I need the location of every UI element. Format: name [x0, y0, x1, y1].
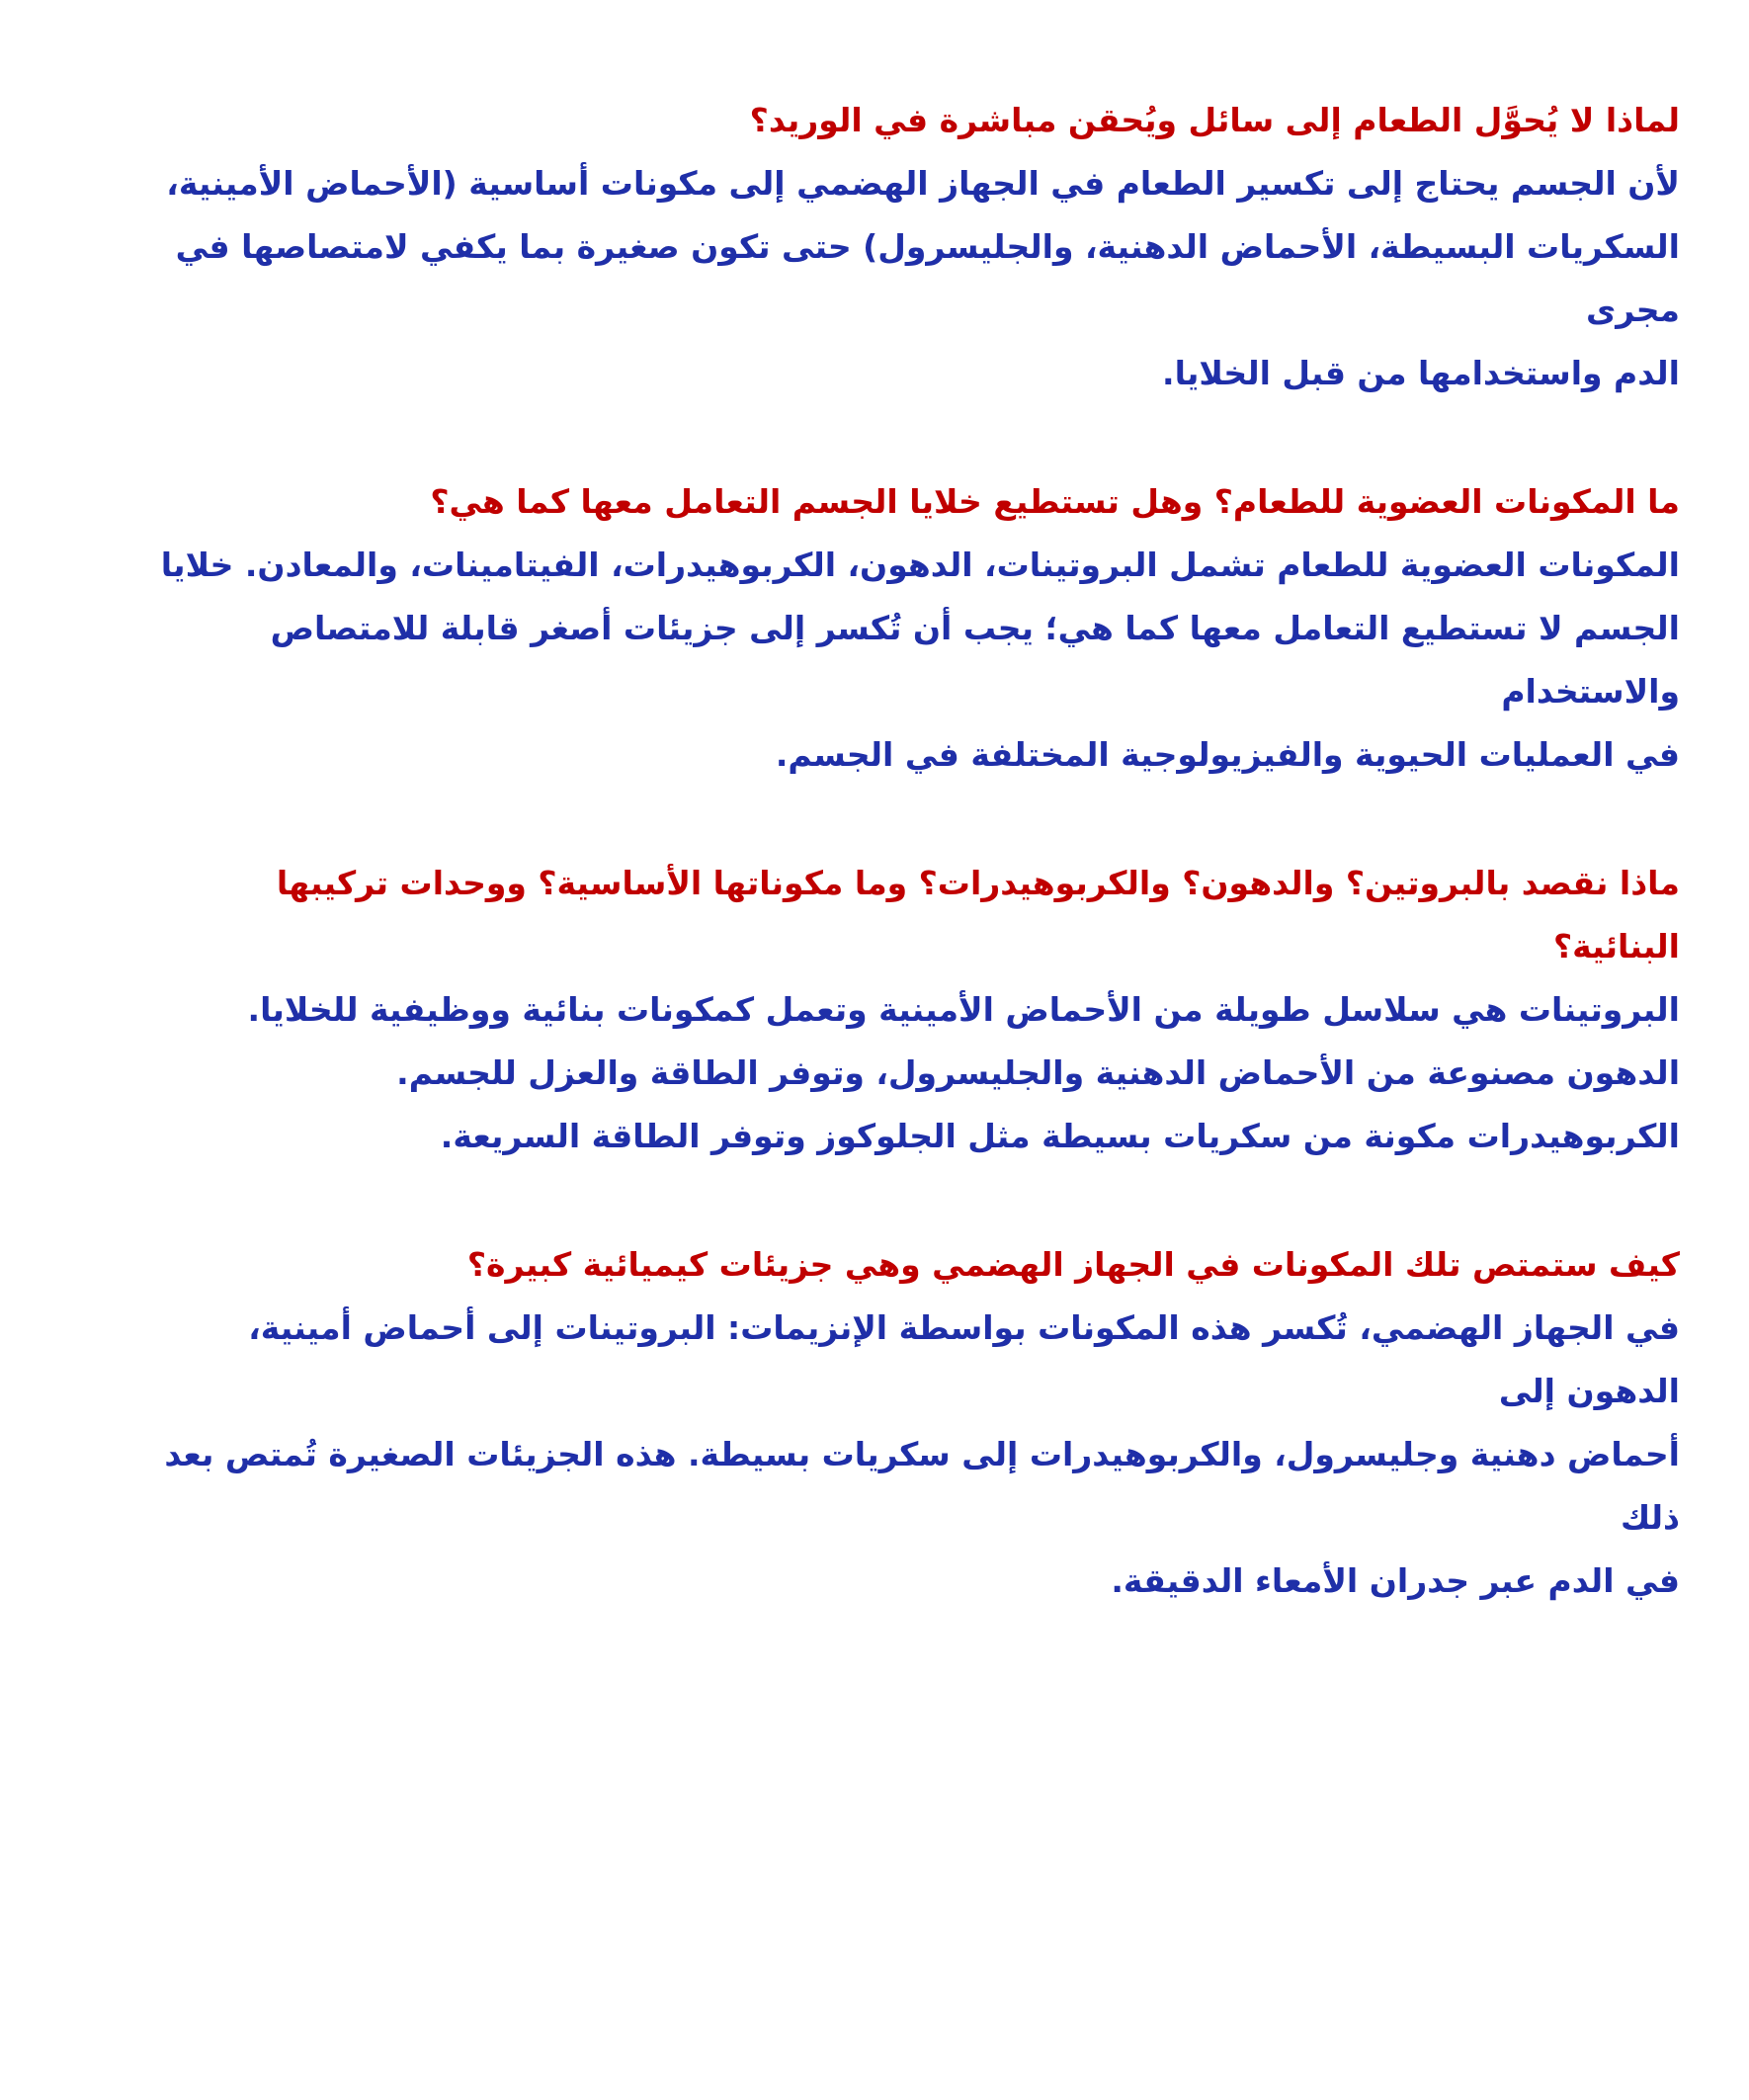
answer-4-line-3: في الدم عبر جدران الأمعاء الدقيقة.	[1111, 1561, 1680, 1600]
answer-3-line-3: الكربوهيدرات مكونة من سكريات بسيطة مثل الجلوكوز وتوفر الطاقة السريعة.	[440, 1117, 1680, 1155]
qa-block-4	[158, 1233, 1680, 1613]
qa-block-3	[158, 852, 1680, 1168]
question-4: كيف ستمتص تلك المكونات في الجهاز الهضمي وهي جزيئات كيميائية كبيرة؟	[466, 1245, 1680, 1284]
question-2: ما المكونات العضوية للطعام؟ وهل تستطيع خلايا الجسم التعامل معها كما هي؟	[430, 482, 1680, 521]
qa-block-2	[158, 470, 1680, 787]
answer-2-line-1: المكونات العضوية للطعام تشمل البروتينات، الدهون، الكربوهيدرات، الفيتامينات، والمعادن. خلايا	[160, 546, 1680, 584]
question-3: ماذا نقصد بالبروتين؟ والدهون؟ والكربوهيدرات؟ وما مكوناتها الأساسية؟ ووحدات تركيبها البنائية؟	[276, 864, 1680, 966]
answer-4-line-2: أحماض دهنية وجليسرول، والكربوهيدرات إلى سكريات بسيطة. هذه الجزيئات الصغيرة تُمتص بعد ذلك	[164, 1435, 1680, 1537]
qa-block-1	[158, 89, 1680, 405]
question-1: لماذا لا يُحوَّل الطعام إلى سائل ويُحقن مباشرة في الوريد؟	[749, 101, 1680, 139]
answer-1-line-3: الدم واستخدامها من قبل الخلايا.	[1162, 354, 1680, 392]
answer-3-line-1: البروتينات هي سلاسل طويلة من الأحماض الأمينية وتعمل كمكونات بنائية ووظيفية للخلايا.	[247, 990, 1680, 1029]
answer-3-line-2: الدهون مصنوعة من الأحماض الدهنية والجليسرول، وتوفر الطاقة والعزل للجسم.	[396, 1053, 1680, 1092]
document-page	[158, 89, 1680, 1678]
answer-1-line-2: السكريات البسيطة، الأحماض الدهنية، والجليسرول) حتى تكون صغيرة بما يكفي لامتصاصها في مجرى	[175, 227, 1680, 329]
answer-1-line-1: لأن الجسم يحتاج إلى تكسير الطعام في الجهاز الهضمي إلى مكونات أساسية (الأحماض الأمينية،	[166, 164, 1680, 203]
answer-4-line-1: في الجهاز الهضمي، تُكسر هذه المكونات بواسطة الإنزيمات: البروتينات إلى أحماض أمينية، الدهون إلى	[248, 1308, 1680, 1410]
answer-2-line-2: الجسم لا تستطيع التعامل معها كما هي؛ يجب أن تُكسر إلى جزيئات أصغر قابلة للامتصاص والاستخدام	[270, 609, 1680, 711]
answer-2-line-3: في العمليات الحيوية والفيزيولوجية المختلفة في الجسم.	[775, 735, 1680, 774]
